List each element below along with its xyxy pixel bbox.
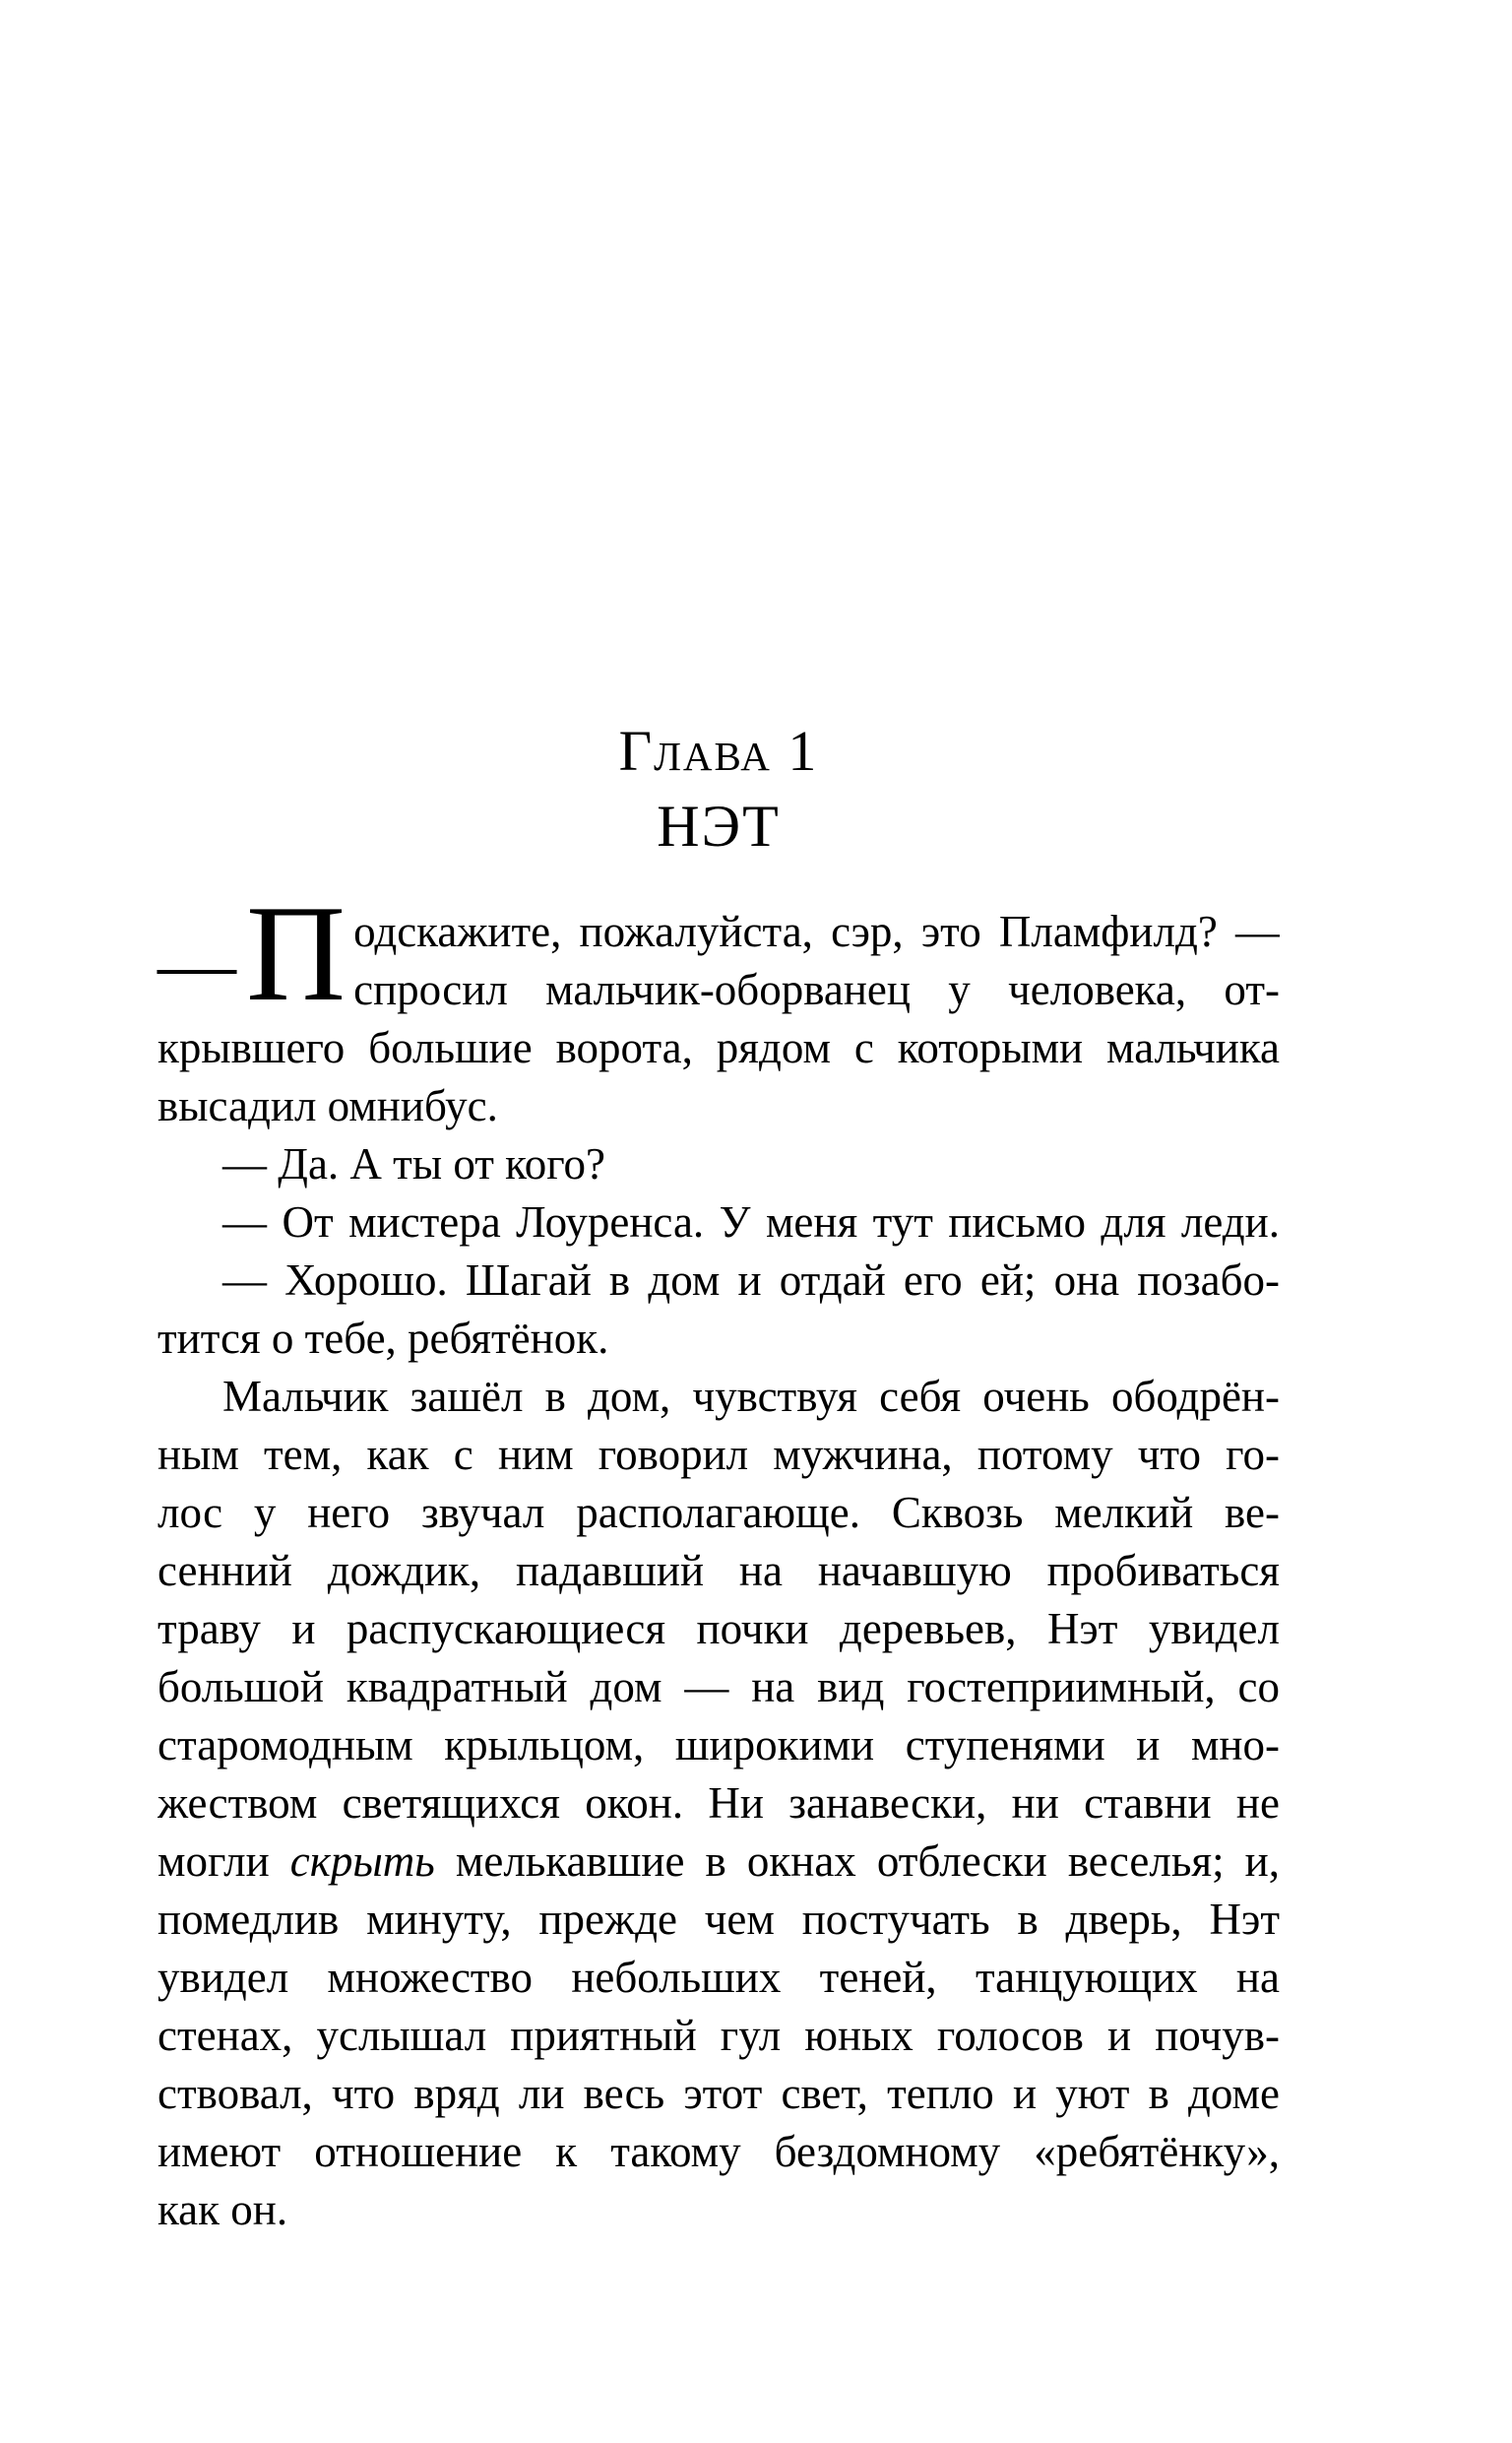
paragraph-opening (158, 877, 1280, 1135)
text-segment: могли (158, 1836, 270, 1886)
text-line: — Хорошо. Шагай в дом и отдай его ей; она позабо- (222, 1255, 1280, 1305)
text-line: крывшего большие ворота, рядом с которыми мальчика (158, 1023, 1280, 1072)
text-line: помедлив минуту, прежде чем постучать в дверь, Нэт (158, 1895, 1280, 1944)
text-line: — От мистера Лоуренса. У меня тут письмо для леди. (222, 1197, 1280, 1247)
paragraph-narrative (158, 1368, 1280, 2239)
text-line: спросил мальчик-оборванец у человека, от- (353, 965, 1280, 1014)
text-line-with-emphasis (158, 1832, 1280, 1891)
text-line: стенах, услышал приятный гул юных голосов и почув- (158, 2011, 1280, 2060)
text-line: тится о тебе, ребятёнок. (158, 1314, 609, 1363)
emphasis-word: скрыть (289, 1836, 435, 1886)
text-line: старомодным крыльцом, широкими ступенями и мно- (158, 1720, 1280, 1769)
page-body-text (158, 877, 1280, 2239)
dropcap-lead (158, 877, 346, 1030)
text-line: Мальчик зашёл в дом, чувствуя себя очень ободрён- (222, 1372, 1280, 1421)
paragraph-dialogue (158, 1252, 1280, 1368)
text-line: как он. (158, 2185, 288, 2234)
text-line: — Да. А ты от кого? (222, 1139, 606, 1189)
drop-cap-letter: П (246, 877, 346, 1030)
text-line: увидел множество небольших теней, танцующих на (158, 1953, 1280, 2002)
text-line: высадил омнибус. (158, 1081, 498, 1130)
text-line: ным тем, как с ним говорил мужчина, потому что го- (158, 1430, 1280, 1479)
text-line: сенний дождик, падавший на начавшую пробиваться (158, 1546, 1280, 1595)
text-line: ствовал, что вряд ли весь этот свет, тепло и уют в доме (158, 2069, 1280, 2118)
paragraph-dialogue (158, 1193, 1280, 1252)
text-line: лос у него звучал располагающе. Сквозь мелкий ве- (158, 1488, 1280, 1537)
chapter-heading: Глава 1 (618, 719, 819, 783)
text-line: имеют отношение к такому бездомному «ребятёнку», (158, 2127, 1280, 2176)
text-line: одскажите, пожалуйста, сэр, это Пламфилд? — (353, 907, 1280, 956)
text-line: траву и распускающиеся почки деревьев, Нэт увидел (158, 1604, 1280, 1653)
text-segment: мелькавшие в окнах отблески веселья; и, (455, 1836, 1280, 1886)
opening-dash: — (158, 922, 236, 1008)
text-line: большой квадратный дом — на вид гостеприимный, со (158, 1662, 1280, 1711)
chapter-title: НЭТ (657, 794, 781, 859)
text-line: жеством светящихся окон. Ни занавески, ни ставни не (158, 1778, 1280, 1828)
paragraph-dialogue (158, 1135, 1280, 1193)
